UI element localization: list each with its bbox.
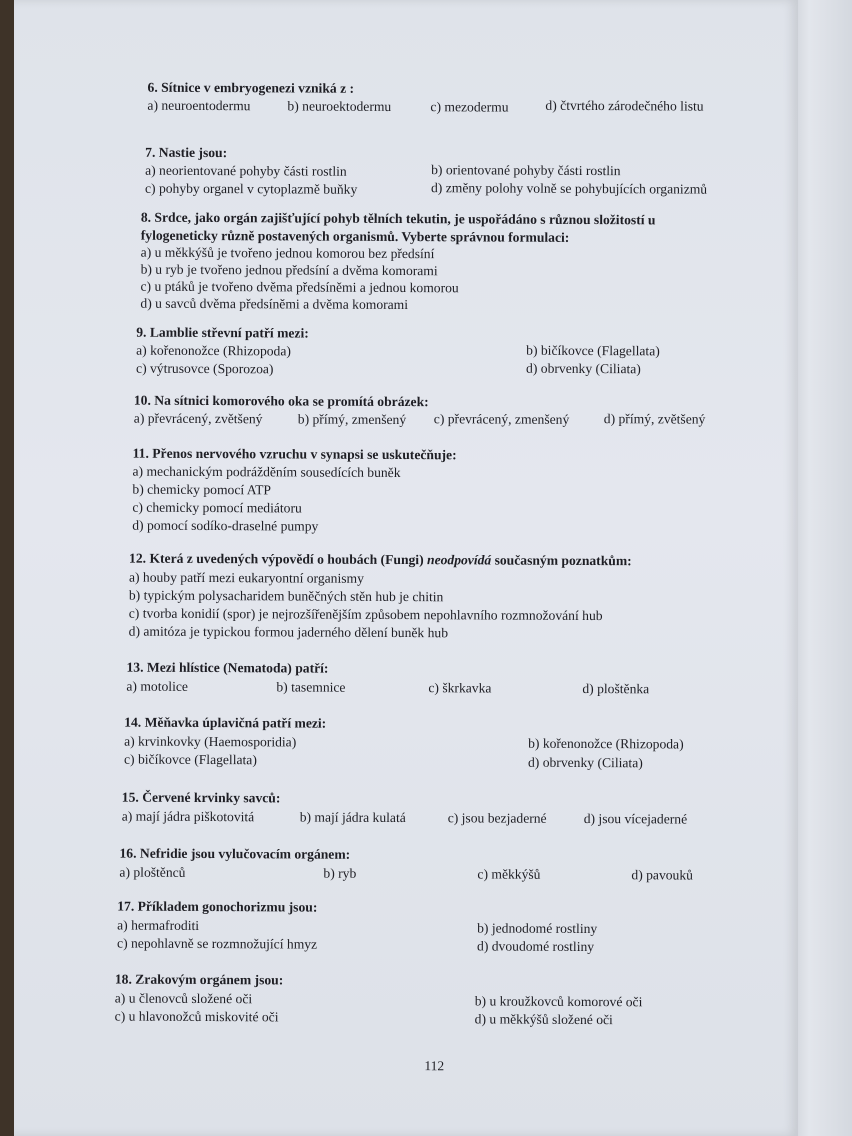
question-11: [132, 445, 772, 538]
answer-option-c: c) měkkýšů: [477, 866, 541, 882]
question-7: [145, 144, 765, 202]
question-13: [126, 659, 786, 702]
answer-option-b: b) neuroektodermu: [287, 98, 392, 114]
answer-option-a: a) houby patří mezi eukaryontní organismy: [128, 569, 364, 586]
answer-option-a: a) hermafroditi: [117, 917, 200, 933]
answer-option-b: b) tasemnice: [276, 679, 346, 695]
question-title-line-2: fylogeneticky různě postavených organismů. Vyberte správnou formulaci:: [140, 227, 570, 245]
question-title: 16. Nefridie jsou vylučovacím orgánem:: [119, 845, 351, 862]
answer-option-d: d) u měkkýšů složené oči: [474, 1011, 613, 1028]
answer-option-a: a) u členovců složené oči: [114, 990, 253, 1007]
answer-option-a: a) motolice: [126, 678, 188, 694]
answer-option-b: b) u kroužkovců komorové oči: [474, 993, 643, 1010]
question-17: [117, 898, 777, 957]
answer-option-c: c) chemicky pomocí mediátoru: [132, 499, 302, 516]
question-title: 15. Červené krvinky savců:: [121, 789, 281, 806]
answer-option-c: c) pohyby organel v cytoplazmě buňky: [144, 180, 358, 197]
answer-option-b: b) chemicky pomocí ATP: [132, 481, 272, 498]
answer-option-d: d) změny polohy volně se pohybujících organizmů: [430, 180, 708, 197]
answer-option-b: b) typickým polysacharidem buněčných stěn hub je chitin: [128, 587, 444, 605]
answer-option-a: a) mechanickým podrážděním sousedících buněk: [132, 463, 401, 481]
answer-option-d: d) ploštěnka: [582, 680, 650, 697]
question-title: 7. Nastie jsou:: [145, 144, 228, 161]
answer-option-c: c) u ptáků je tvořeno dvěma předsíněmi a jednou komorou: [140, 278, 459, 296]
question-title-start: 12. Která z uvedených výpovědí o houbách (Fungi): [129, 550, 428, 568]
answer-option-a: a) kořenonožce (Rhizopoda): [136, 342, 291, 359]
question-title: 6. Sítnice v embryogenezi vzniká z :: [147, 79, 355, 96]
answer-option-a: a) neorientované pohyby části rostlin: [145, 162, 347, 179]
question-15: [122, 789, 782, 832]
answer-option-d: d) obrvenky (Ciliata): [527, 754, 643, 771]
question-title-emphasis: neodpovídá: [426, 552, 492, 568]
answer-option-d: d) pavouků: [631, 867, 694, 883]
question-9: [136, 324, 776, 382]
question-title: 9. Lamblie střevní patří mezi:: [136, 324, 309, 341]
answer-option-b: b) u ryb je tvořeno jednou předsíní a dvěma komorami: [140, 261, 438, 279]
answer-option-d: d) amitóza je typickou formou jaderného dělení buněk hub: [128, 623, 449, 641]
question-title-line-1: 8. Srdce, jako orgán zajišťující pohyb tělních tekutin, je uspořádáno s různou složitostí u: [140, 209, 656, 228]
answer-option-b: b) kořenonožce (Rhizopoda): [528, 735, 684, 752]
question-6: [147, 79, 747, 122]
answer-option-b: b) ryb: [323, 865, 357, 881]
answer-option-c: c) bičíkovce (Flagellata): [123, 751, 257, 768]
answer-option-d: d) pomocí sodíko-draselné pumpy: [132, 517, 319, 534]
question-14: [124, 714, 784, 773]
question-18: [115, 971, 775, 1030]
page-content: [14, 0, 798, 1136]
answer-option-d: d) přímý, zvětšený: [603, 411, 706, 427]
answer-option-b: b) bičíkovce (Flagellata): [526, 342, 660, 359]
answer-option-c: c) výtrusovce (Sporozoa): [136, 360, 274, 377]
answer-option-c: c) škrkavka: [428, 680, 492, 696]
question-title: 13. Mezi hlístice (Nematoda) patří:: [126, 659, 329, 676]
answer-option-d: d) jsou vícejaderné: [583, 810, 688, 827]
question-16: [119, 845, 779, 888]
answer-option-a: a) u měkkýšů je tvořeno jednou komorou bez předsíní: [140, 244, 435, 262]
question-title-end: současným poznatkům:: [491, 552, 632, 569]
answer-option-d: d) čtvrtého zárodečného listu: [545, 97, 704, 114]
answer-option-c: c) jsou bezjaderné: [447, 810, 547, 826]
answer-option-c: c) nepohlavně se rozmnožující hmyz: [117, 935, 318, 952]
question-title: 18. Zrakovým orgánem jsou:: [114, 971, 284, 988]
answer-option-c: c) tvorba konidií (spor) je nejrozšířenějším způsobem nepohlavního rozmnožování hub: [128, 605, 603, 624]
question-title: 17. Příkladem gonochorizmu jsou:: [117, 898, 318, 915]
answer-option-c: c) u hlavonožců miskovité oči: [114, 1008, 279, 1025]
question-12: [129, 550, 789, 643]
page-number: 112: [424, 1058, 445, 1074]
answer-option-d: d) obrvenky (Ciliata): [526, 360, 641, 377]
answer-option-d: d) dvoudomé rostliny: [477, 938, 595, 955]
answer-option-a: a) ploštěnců: [119, 864, 186, 880]
answer-option-a: a) krvinkovky (Haemosporidia): [124, 733, 297, 750]
answer-option-c: c) mezodermu: [430, 99, 509, 115]
answer-option-b: b) orientované pohyby části rostlin: [431, 162, 621, 179]
answer-option-a: a) mají jádra piškotovitá: [121, 808, 255, 825]
answer-option-d: d) u savců dvěma předsíněmi a dvěma komorami: [140, 295, 409, 313]
question-title: [129, 550, 789, 571]
textbook-page: [14, 0, 798, 1136]
question-title: 11. Přenos nervového vzruchu v synapsi se uskutečňuje:: [132, 445, 457, 463]
answer-option-a: a) převrácený, zvětšený: [133, 410, 263, 427]
answer-option-b: b) přímý, zmenšený: [297, 411, 407, 428]
answer-option-b: b) mají jádra kulatá: [299, 809, 406, 826]
question-8: [140, 209, 781, 312]
question-10: [134, 392, 774, 435]
question-title: 14. Měňavka úplavičná patří mezi:: [124, 714, 327, 731]
question-title: 10. Na sítnici komorového oka se promítá obrázek:: [133, 392, 429, 410]
answer-option-a: a) neuroentodermu: [147, 97, 251, 114]
answer-option-b: b) jednodomé rostliny: [477, 920, 598, 937]
answer-option-c: c) převrácený, zmenšený: [433, 411, 570, 427]
